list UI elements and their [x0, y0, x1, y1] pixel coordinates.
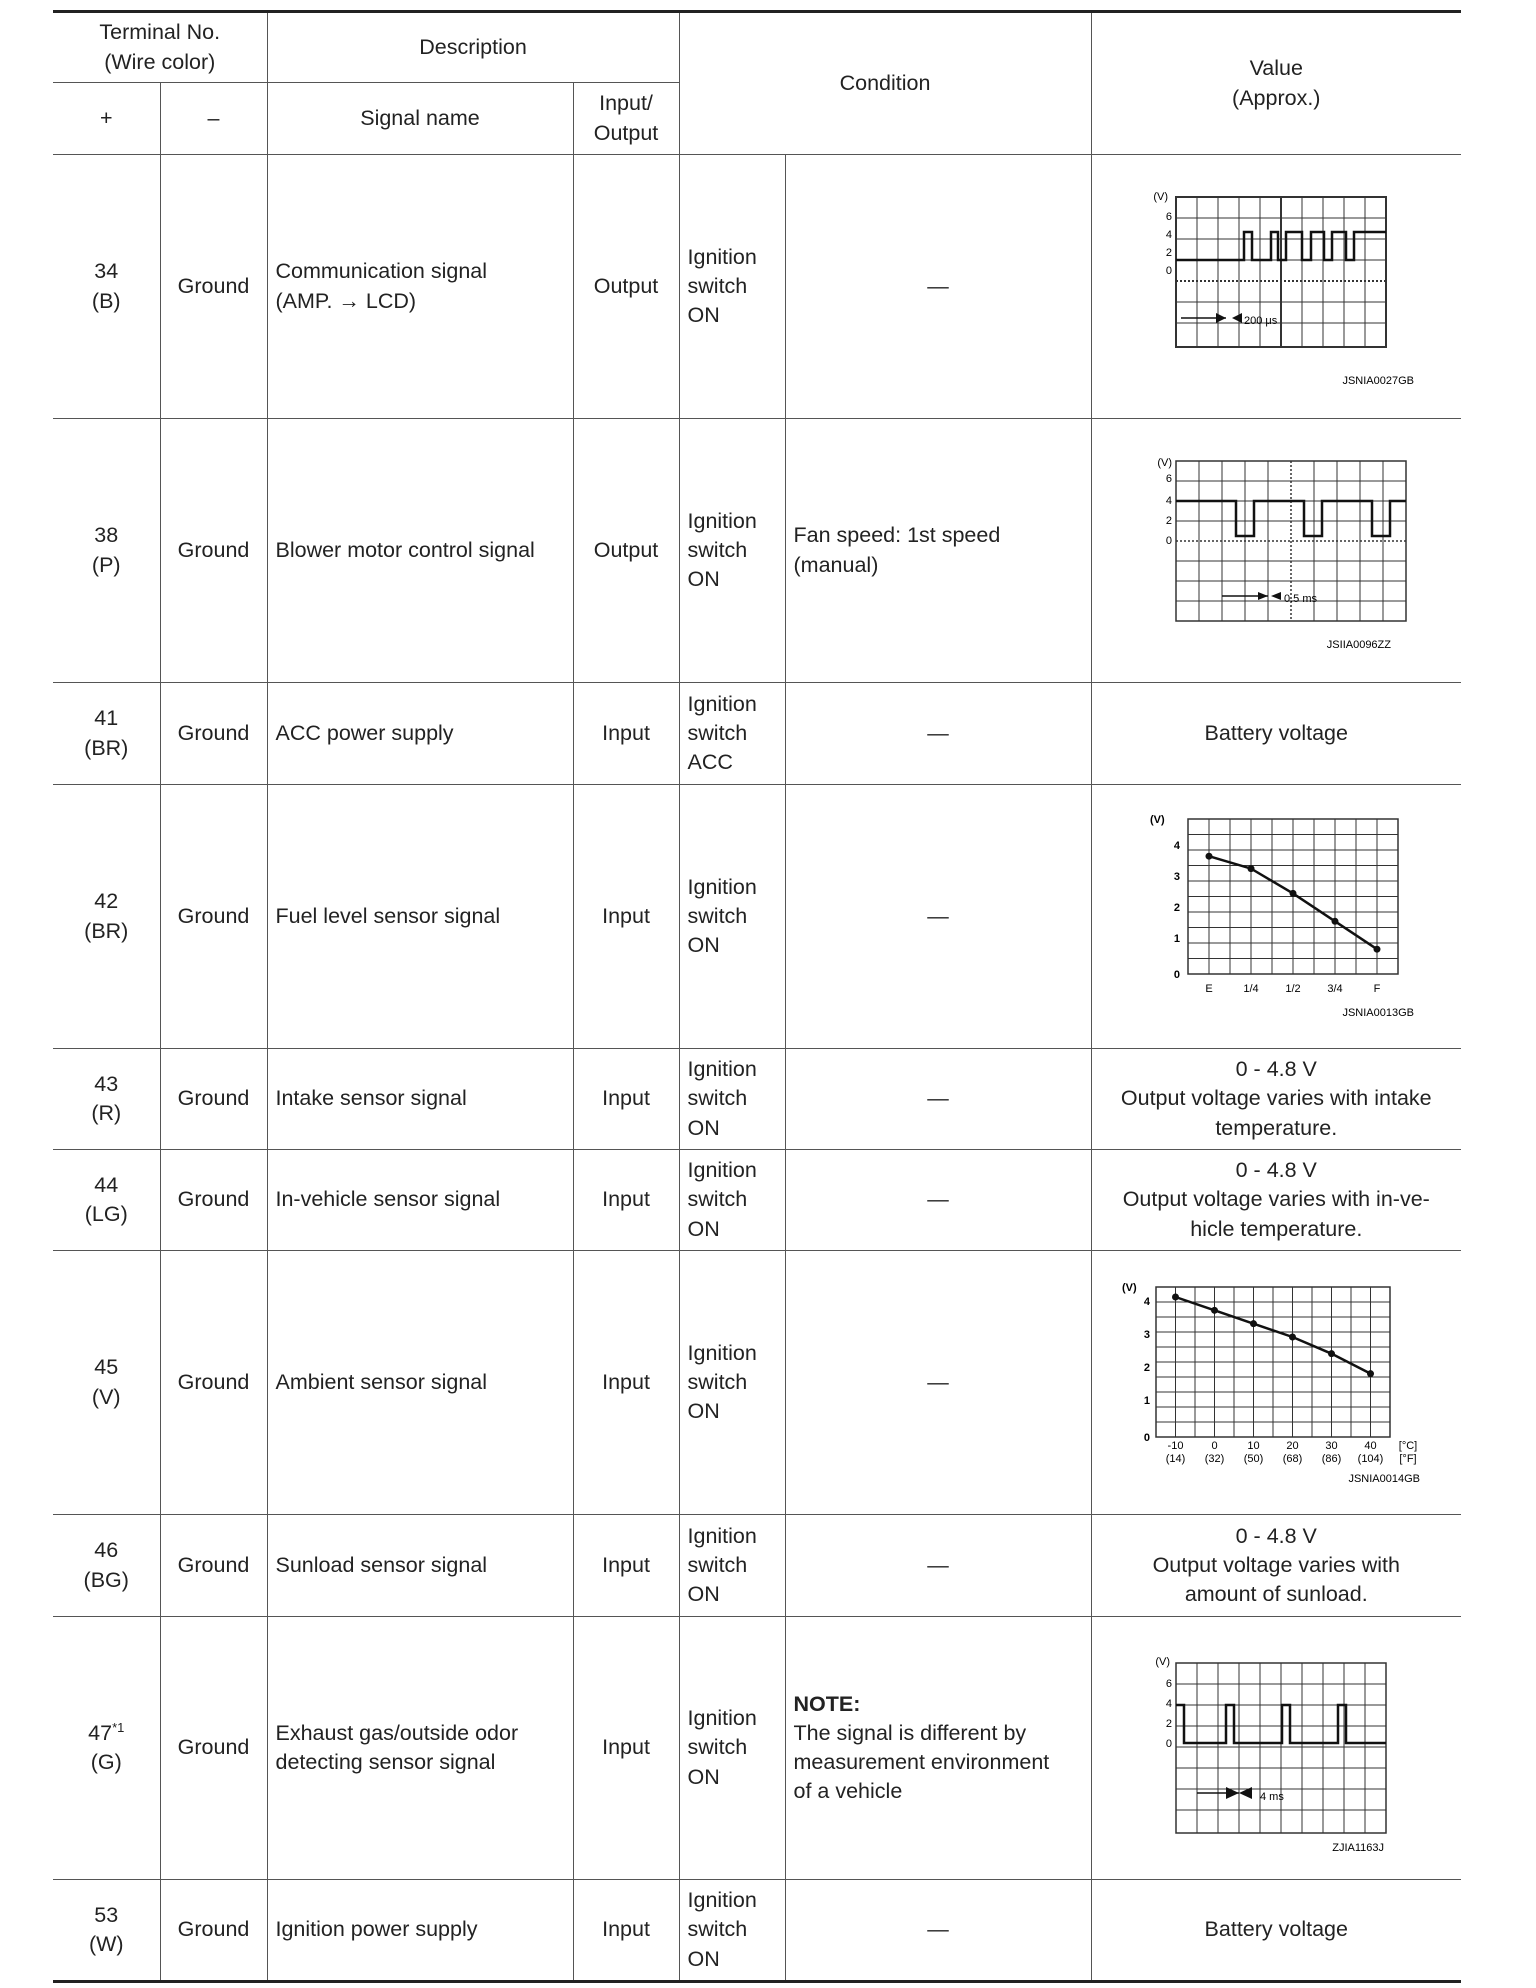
io-cell: Output: [573, 419, 679, 683]
condition-line-2: switch: [687, 1735, 748, 1760]
oscilloscope-grid: [1176, 197, 1386, 347]
value-line-3: hicle temperature.: [1190, 1216, 1363, 1241]
wire-color: (G): [90, 1750, 122, 1775]
y-tick: 3: [1144, 1329, 1151, 1341]
terminal-cell: [53, 155, 160, 419]
figure-id: JSNIA0013GB: [1342, 1007, 1415, 1019]
condition-note-cell: [785, 1617, 1091, 1880]
header-terminal-no: Terminal No.: [99, 20, 221, 45]
condition-line-3: ON: [687, 1764, 720, 1789]
chart-grid: [1156, 1287, 1390, 1437]
io-cell: Input: [573, 1251, 679, 1515]
value-cell: Battery voltage: [1091, 1880, 1461, 1982]
ambient-sensor-chart: [1116, 1275, 1436, 1490]
y-tick: 3: [1174, 871, 1181, 883]
condition-line-1: Ignition: [687, 1523, 757, 1548]
condition-line-1: Ignition: [687, 1158, 757, 1183]
value-line-3: temperature.: [1215, 1115, 1338, 1140]
table-row: [53, 785, 1461, 1049]
minus-cell: Ground: [160, 785, 267, 1049]
header-input-output: [573, 83, 679, 155]
value-cell: [1091, 1515, 1461, 1617]
data-point: [1374, 946, 1381, 953]
y-tick: 6: [1166, 472, 1173, 485]
terminal-cell: [53, 1251, 160, 1515]
condition-cell: [679, 1049, 785, 1150]
minus-cell: Ground: [160, 683, 267, 785]
terminal-cell: [53, 419, 160, 683]
value-cell: [1091, 1617, 1461, 1880]
value-line-1: 0 - 4.8 V: [1235, 1158, 1317, 1183]
wire-color: (BG): [83, 1567, 129, 1592]
x-tick-f: (68): [1282, 1453, 1303, 1465]
data-point: [1332, 918, 1339, 925]
condition-detail-cell: —: [785, 1251, 1091, 1515]
io-cell: Input: [573, 1049, 679, 1150]
condition-detail-cell: —: [785, 1880, 1091, 1982]
io-cell: Input: [573, 785, 679, 1049]
note-title: NOTE:: [793, 1691, 861, 1716]
value-cell: [1091, 155, 1461, 419]
header-signal-name: Signal name: [267, 83, 573, 155]
condition-detail-cell: —: [785, 1049, 1091, 1150]
x-tick: 3/4: [1327, 983, 1343, 995]
y-tick: 4: [1144, 1296, 1151, 1308]
condition-detail-cell: —: [785, 1150, 1091, 1251]
minus-cell: Ground: [160, 1617, 267, 1880]
x-tick: E: [1205, 983, 1213, 995]
waveform-figure: [1126, 446, 1426, 656]
wire-color: (BR): [84, 918, 129, 943]
condition-line-3: ON: [687, 1216, 720, 1241]
wire-color: (BR): [84, 735, 129, 760]
minus-cell: Ground: [160, 1251, 267, 1515]
condition-line-1: Ignition: [687, 1706, 757, 1731]
table-row: [53, 1049, 1461, 1150]
value-cell: [1091, 419, 1461, 683]
time-scale-label: 4 ms: [1260, 1791, 1285, 1803]
signal-cell: [267, 155, 573, 419]
waveform-figure: [1126, 182, 1426, 392]
minus-cell: Ground: [160, 1150, 267, 1251]
header-approx: (Approx.): [1232, 85, 1321, 110]
terminal-number: 34: [94, 259, 119, 284]
terminal-cell: [53, 1515, 160, 1617]
header-value: [1091, 12, 1461, 155]
x-tick-f: (86): [1321, 1453, 1342, 1465]
condition-line-2: switch: [687, 273, 748, 298]
terminal-cell: [53, 785, 160, 1049]
signal-cell: [267, 1617, 573, 1880]
io-cell: Input: [573, 1150, 679, 1251]
condition-line-1: Ignition: [687, 1340, 757, 1365]
data-point: [1172, 1294, 1179, 1301]
oscilloscope-grid: [1176, 1663, 1386, 1833]
condition-line-1: Ignition: [687, 691, 757, 716]
x-unit-c: [°C]: [1399, 1440, 1418, 1452]
y-unit: (V): [1150, 814, 1165, 826]
x-tick-f: (50): [1243, 1453, 1264, 1465]
value-cell: Battery voltage: [1091, 683, 1461, 785]
y-tick: 0: [1166, 534, 1173, 547]
value-cell: [1091, 785, 1461, 1049]
condition-line-3: ON: [687, 933, 720, 957]
condition-line-2: switch: [687, 1917, 748, 1942]
condition-cell: [679, 419, 785, 683]
signal-cell: Blower motor control signal: [267, 419, 573, 683]
wire-color: (LG): [84, 1202, 128, 1226]
header-io-1: Input/: [599, 91, 653, 116]
condition-line-1: Ignition: [687, 1057, 757, 1082]
signal-cell: Fuel level sensor signal: [267, 785, 573, 1049]
value-cell: [1091, 1049, 1461, 1150]
io-cell: Input: [573, 683, 679, 785]
condition-cell: [679, 1515, 785, 1617]
terminal-number: 46: [94, 1538, 119, 1563]
y-tick: 6: [1166, 1678, 1173, 1690]
data-point: [1289, 1334, 1296, 1341]
condition-cell: [679, 1617, 785, 1880]
signal-name-2: (AMP. → LCD): [275, 288, 417, 313]
data-point: [1290, 890, 1297, 897]
terminal-number: 42: [94, 889, 119, 914]
y-tick: 2: [1166, 1718, 1173, 1730]
condition-detail-1: Fan speed: 1st speed: [793, 523, 1001, 548]
terminal-number: 45: [94, 1355, 119, 1380]
signal-cell: In-vehicle sensor signal: [267, 1150, 573, 1251]
y-tick: 4: [1166, 228, 1173, 241]
x-tick: F: [1373, 983, 1381, 995]
header-terminal: [53, 12, 267, 83]
condition-line-2: switch: [687, 1369, 748, 1394]
table-row: [53, 155, 1461, 419]
terminal-cell: [53, 1150, 160, 1251]
table-row: [53, 683, 1461, 785]
condition-detail-cell: —: [785, 1515, 1091, 1617]
data-point: [1328, 1350, 1335, 1357]
terminal-number: 53: [94, 1902, 119, 1927]
figure-id: JSIIA0096ZZ: [1327, 638, 1392, 651]
y-unit: (V): [1155, 1656, 1171, 1668]
y-tick: 2: [1166, 246, 1173, 259]
figure-id: ZJIA1163J: [1332, 1842, 1385, 1853]
y-tick: 0: [1166, 264, 1173, 277]
header-value-label: Value: [1249, 56, 1303, 81]
x-tick-f: (14): [1165, 1453, 1186, 1465]
x-tick: 40: [1364, 1440, 1377, 1452]
terminal-cell: [53, 1617, 160, 1880]
io-cell: Input: [573, 1617, 679, 1880]
y-tick: 4: [1166, 1698, 1173, 1710]
signal-name-2: detecting sensor signal: [275, 1750, 496, 1774]
value-line-1: 0 - 4.8 V: [1235, 1057, 1317, 1082]
x-tick: 30: [1325, 1440, 1338, 1452]
y-unit: (V): [1122, 1282, 1137, 1294]
io-cell: Output: [573, 155, 679, 419]
signal-name: Exhaust gas/outside odor: [275, 1720, 519, 1745]
condition-line-3: ON: [687, 1399, 720, 1423]
table-row: [53, 419, 1461, 683]
x-tick: -10: [1167, 1440, 1184, 1452]
x-tick: 0: [1211, 1440, 1218, 1452]
condition-line-1: Ignition: [687, 508, 757, 533]
data-point: [1248, 865, 1255, 872]
signal-trace: [1176, 1705, 1386, 1743]
x-tick: 1/2: [1285, 983, 1301, 995]
signal-cell: Sunload sensor signal: [267, 1515, 573, 1617]
table-row: [53, 1880, 1461, 1982]
header-wire-color: (Wire color): [104, 49, 216, 74]
table-row: [53, 1515, 1461, 1617]
wire-color: (W): [88, 1932, 124, 1956]
io-cell: Input: [573, 1515, 679, 1617]
figure-id: JSNIA0014GB: [1348, 1473, 1421, 1485]
terminal-number: 47: [88, 1721, 113, 1746]
condition-line-2: switch: [687, 537, 748, 562]
condition-line-2: switch: [687, 1552, 748, 1577]
y-tick: 2: [1174, 902, 1181, 914]
value-line-3: amount of sunload.: [1184, 1582, 1368, 1606]
wire-color: (P): [91, 552, 121, 577]
condition-line-3: ACC: [687, 750, 733, 774]
value-line-1: 0 - 4.8 V: [1235, 1523, 1317, 1548]
condition-line-3: ON: [687, 1946, 720, 1971]
value-line-2: Output voltage varies with intake: [1120, 1086, 1432, 1111]
table-row: [53, 1150, 1461, 1251]
wire-color: (V): [91, 1384, 121, 1409]
note-line-3: of a vehicle: [793, 1779, 903, 1804]
y-tick: 1: [1144, 1395, 1151, 1407]
time-scale-label: 0.5 ms: [1284, 592, 1318, 605]
signal-cell: Ignition power supply: [267, 1880, 573, 1982]
data-point: [1250, 1320, 1257, 1327]
minus-cell: Ground: [160, 1049, 267, 1150]
terminal-number: 43: [94, 1071, 119, 1096]
data-point: [1206, 853, 1213, 860]
condition-line-1: Ignition: [687, 1888, 757, 1913]
x-tick: 20: [1286, 1440, 1299, 1452]
header-description: Description: [267, 12, 679, 83]
signal-cell: Intake sensor signal: [267, 1049, 573, 1150]
condition-line-3: ON: [687, 1115, 720, 1140]
value-cell: [1091, 1150, 1461, 1251]
fuel-level-chart: [1126, 809, 1426, 1024]
y-unit: (V): [1153, 190, 1169, 203]
y-tick: 2: [1166, 514, 1173, 527]
x-tick: 1/4: [1243, 983, 1259, 995]
condition-cell: [679, 1251, 785, 1515]
condition-cell: [679, 155, 785, 419]
note-line-1: The signal is different by: [793, 1720, 1027, 1745]
header-io-2: Output: [593, 120, 659, 145]
footnote-marker: *1: [112, 1719, 125, 1735]
terminal-table: [53, 10, 1461, 1983]
y-tick: 0: [1166, 1738, 1173, 1750]
condition-cell: [679, 1880, 785, 1982]
figure-id: JSNIA0027GB: [1342, 374, 1415, 387]
condition-detail-cell: [785, 419, 1091, 683]
terminal-number: 41: [94, 706, 119, 731]
data-point: [1367, 1370, 1374, 1377]
condition-line-2: switch: [687, 720, 748, 745]
header-minus: –: [160, 83, 267, 155]
y-tick: 6: [1166, 210, 1173, 223]
condition-line-1: Ignition: [687, 874, 757, 899]
y-tick: 2: [1144, 1362, 1151, 1374]
x-unit-f: [°F]: [1399, 1453, 1417, 1465]
value-line-2: Output voltage varies with in-ve-: [1122, 1187, 1430, 1212]
condition-line-3: ON: [687, 1582, 720, 1606]
signal-cell: ACC power supply: [267, 683, 573, 785]
table-row: [53, 1617, 1461, 1880]
minus-cell: Ground: [160, 419, 267, 683]
condition-cell: [679, 785, 785, 1049]
condition-line-1: Ignition: [687, 244, 757, 269]
y-unit: (V): [1157, 456, 1173, 469]
condition-cell: [679, 1150, 785, 1251]
x-tick-f: (32): [1204, 1453, 1225, 1465]
wire-color: (R): [91, 1101, 122, 1125]
time-scale-label: 200 μs: [1244, 314, 1278, 327]
condition-detail-2: (manual): [793, 552, 879, 577]
io-cell: Input: [573, 1880, 679, 1982]
condition-detail-cell: —: [785, 785, 1091, 1049]
condition-line-2: switch: [687, 1187, 748, 1212]
minus-cell: Ground: [160, 1515, 267, 1617]
waveform-figure: [1126, 1643, 1426, 1853]
signal-name: Communication signal: [275, 259, 488, 284]
value-line-2: Output voltage varies with: [1152, 1552, 1400, 1577]
minus-cell: Ground: [160, 155, 267, 419]
condition-line-2: switch: [687, 903, 748, 928]
condition-cell: [679, 683, 785, 785]
wire-color: (B): [91, 288, 121, 313]
minus-cell: Ground: [160, 1880, 267, 1982]
terminal-cell: [53, 683, 160, 785]
condition-detail-cell: —: [785, 683, 1091, 785]
value-cell: [1091, 1251, 1461, 1515]
table-row: [53, 1251, 1461, 1515]
condition-line-2: switch: [687, 1086, 748, 1111]
signal-cell: Ambient sensor signal: [267, 1251, 573, 1515]
y-tick: 4: [1174, 840, 1181, 852]
condition-line-3: ON: [687, 567, 720, 591]
header-plus: +: [53, 83, 160, 155]
y-tick: 0: [1174, 969, 1181, 981]
header-condition: Condition: [679, 12, 1091, 155]
condition-detail-cell: —: [785, 155, 1091, 419]
y-tick: 1: [1174, 933, 1181, 945]
terminal-cell: [53, 1049, 160, 1150]
x-tick-f: (104): [1357, 1453, 1384, 1465]
terminal-cell: [53, 1880, 160, 1982]
y-tick: 4: [1166, 494, 1173, 507]
data-point: [1211, 1307, 1218, 1314]
y-tick: 0: [1144, 1432, 1151, 1444]
terminal-number: 38: [94, 523, 119, 548]
condition-line-3: ON: [687, 303, 720, 327]
terminal-number: 44: [94, 1172, 119, 1197]
note-line-2: measurement environment: [793, 1750, 1050, 1774]
x-tick: 10: [1247, 1440, 1260, 1452]
